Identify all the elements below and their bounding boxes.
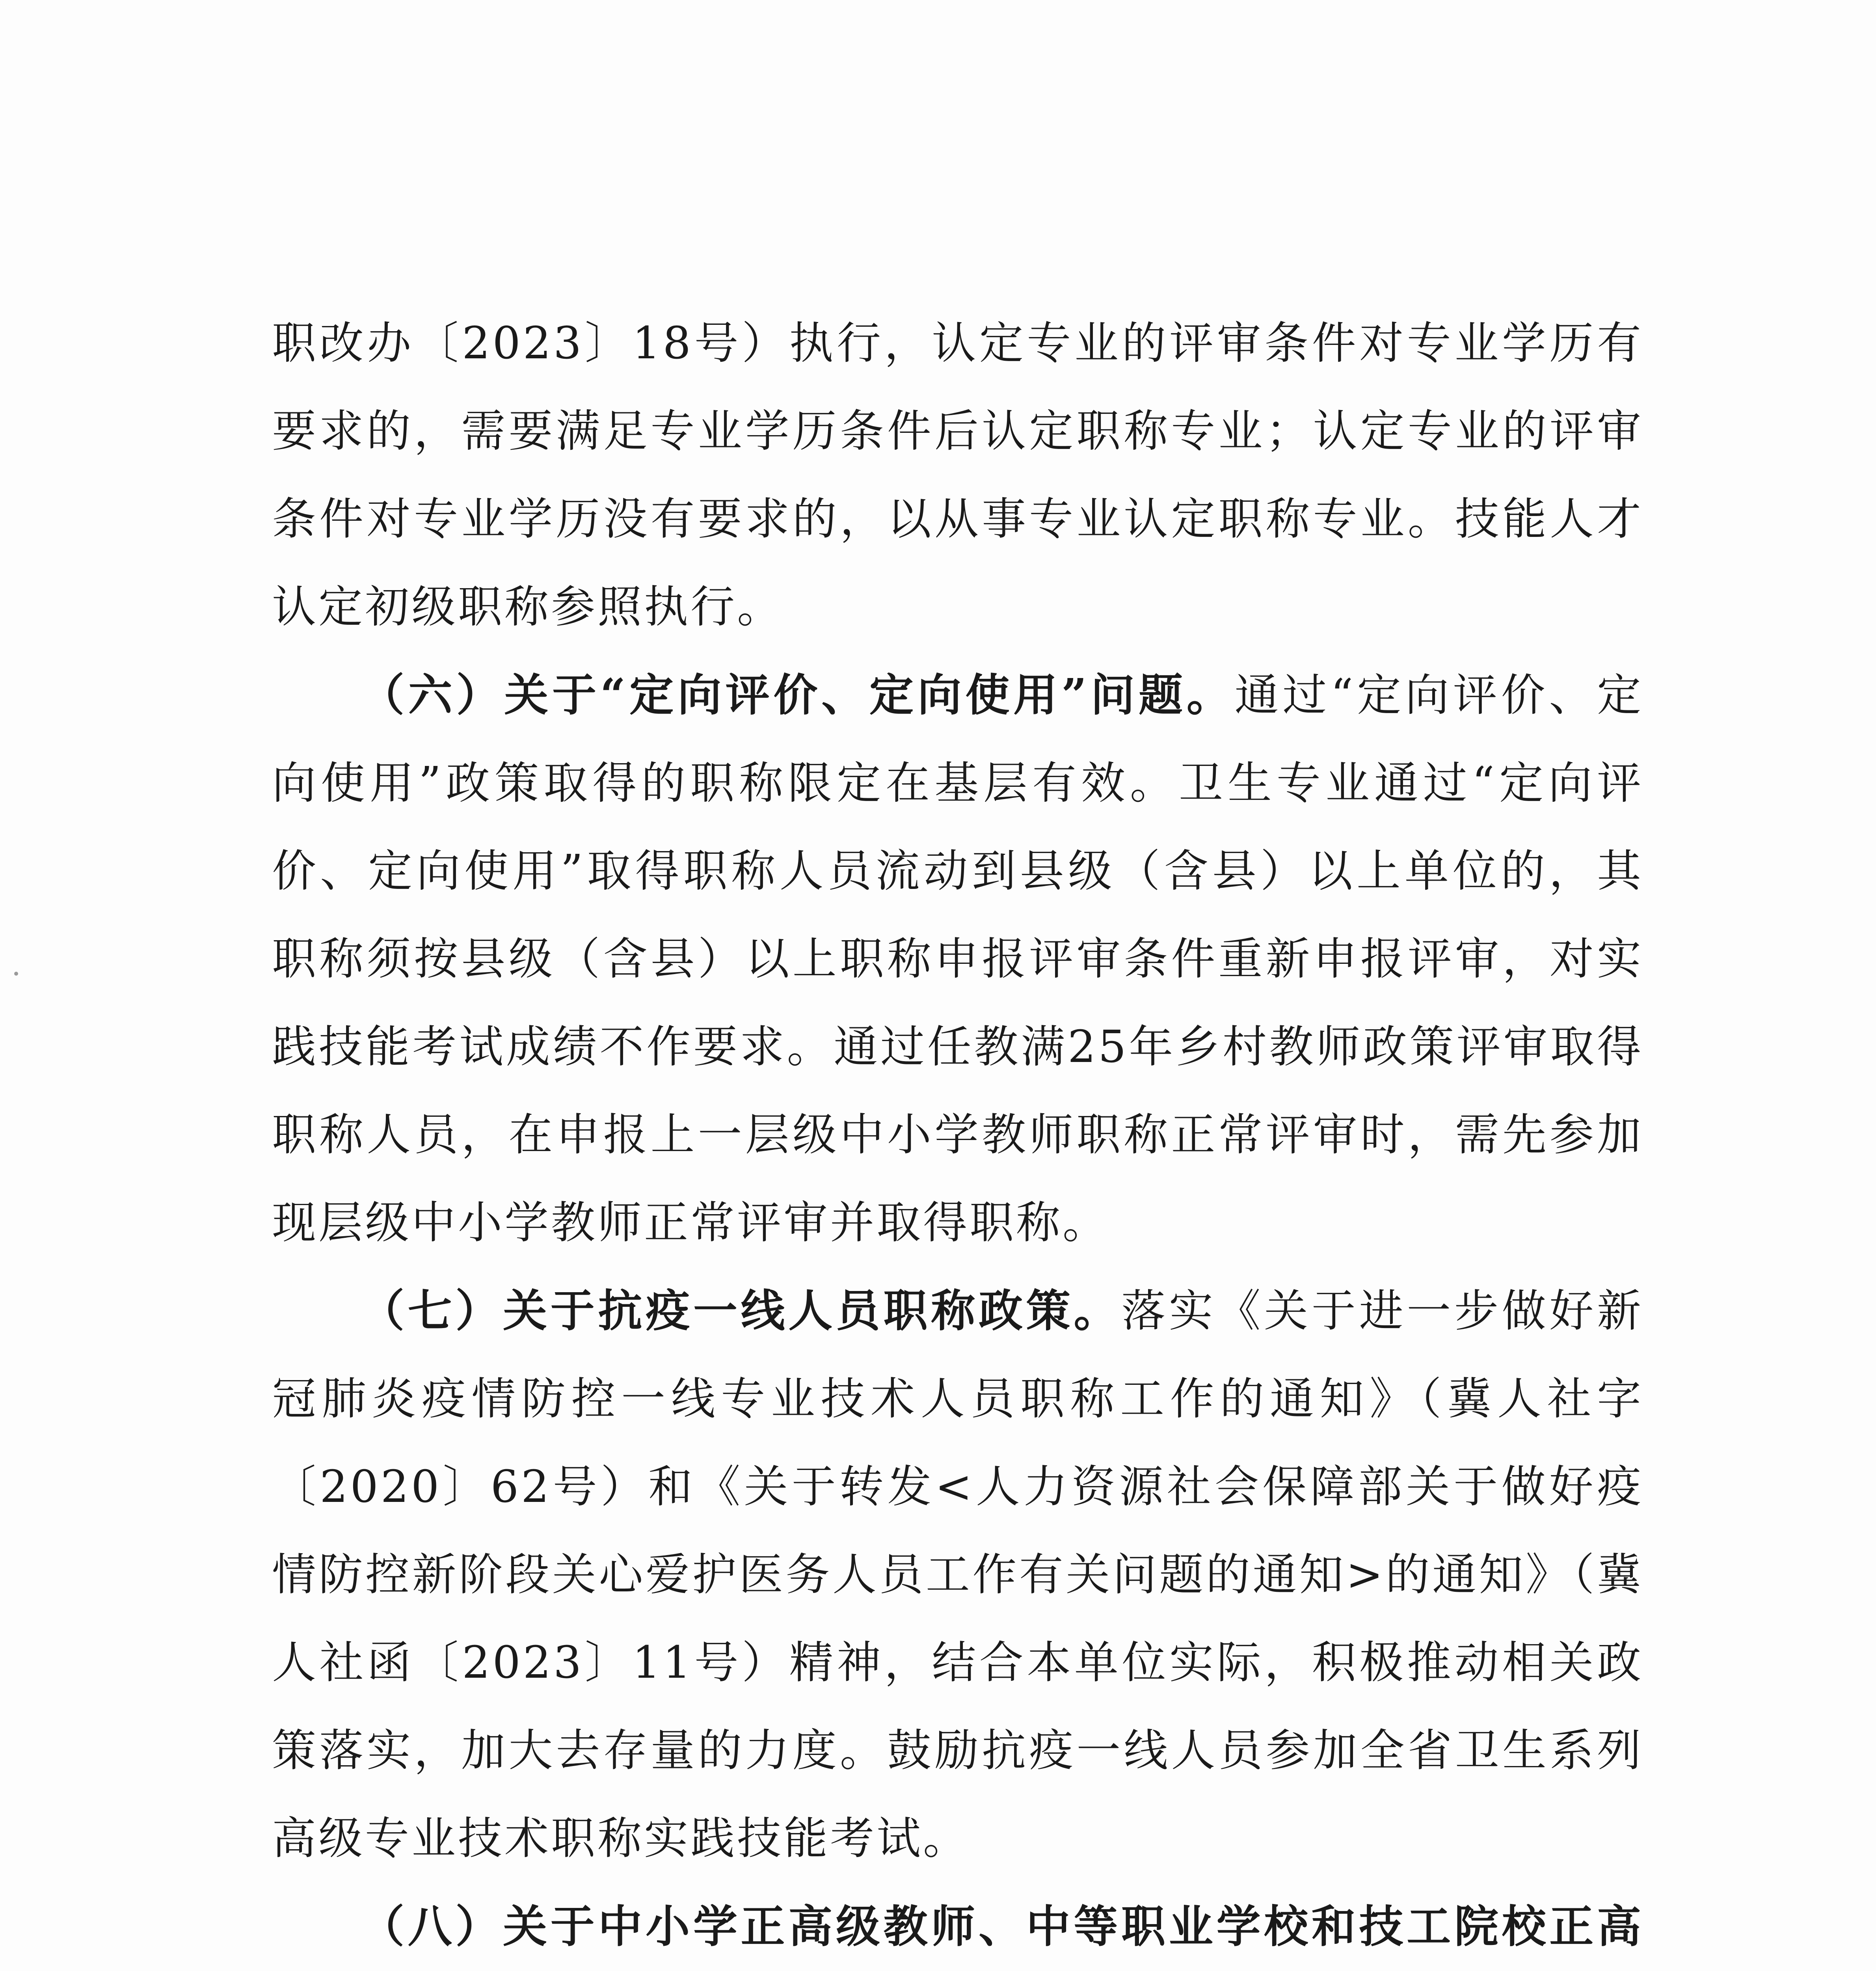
paragraph-4	[272, 1883, 1643, 1971]
paragraph-4-heading: （八）关于中小学正高级教师、中等职业学校和技工院校正高	[360, 1901, 1643, 1952]
paragraph-1	[272, 300, 1643, 651]
paragraph-2-text: 通过“定向评价、定向使用”政策取得的职称限定在基层有效。卫生专业通过“定向评价、定向使用”取得职称人员流动到县级（含县）以上单位的，其职称须按县级（含县）以上职称申报评审条件重新申报评审，对实践技能考试成绩不作要求。通过任教满25年乡村教师政策评审取得职称人员，在申报上一层级中小学教师职称正常评审时，需先参加现层级中小学教师正常评审并取得职称。	[272, 670, 1643, 1248]
document-body	[272, 300, 1643, 1971]
paragraph-3-text: 落实《关于进一步做好新冠肺炎疫情防控一线专业技术人员职称工作的通知》（冀人社字〔2020〕62号）和《关于转发<人力资源社会保障部关于做好疫情防控新阶段关心爱护医务人员工作有关问题的通知>的通知》（冀人社函〔2023〕11号）精神，结合本单位实际，积极推动相关政策落实，加大去存量的力度。鼓励抗疫一线人员参加全省卫生系列高级专业技术职称实践技能考试。	[272, 1285, 1644, 1864]
scan-speck	[14, 972, 18, 976]
paragraph-3	[272, 1267, 1643, 1883]
paragraph-2	[272, 651, 1643, 1267]
paragraph-2-heading: （六）关于“定向评价、定向使用”问题。	[360, 669, 1235, 721]
paragraph-1-text: 职改办〔2023〕18号）执行，认定专业的评审条件对专业学历有要求的，需要满足专业学历条件后认定职称专业；认定专业的评审条件对专业学历没有要求的，以从事专业认定职称专业。技能人才认定初级职称参照执行。	[272, 318, 1643, 633]
paragraph-3-heading: （七）关于抗疫一线人员职称政策。	[360, 1285, 1122, 1337]
